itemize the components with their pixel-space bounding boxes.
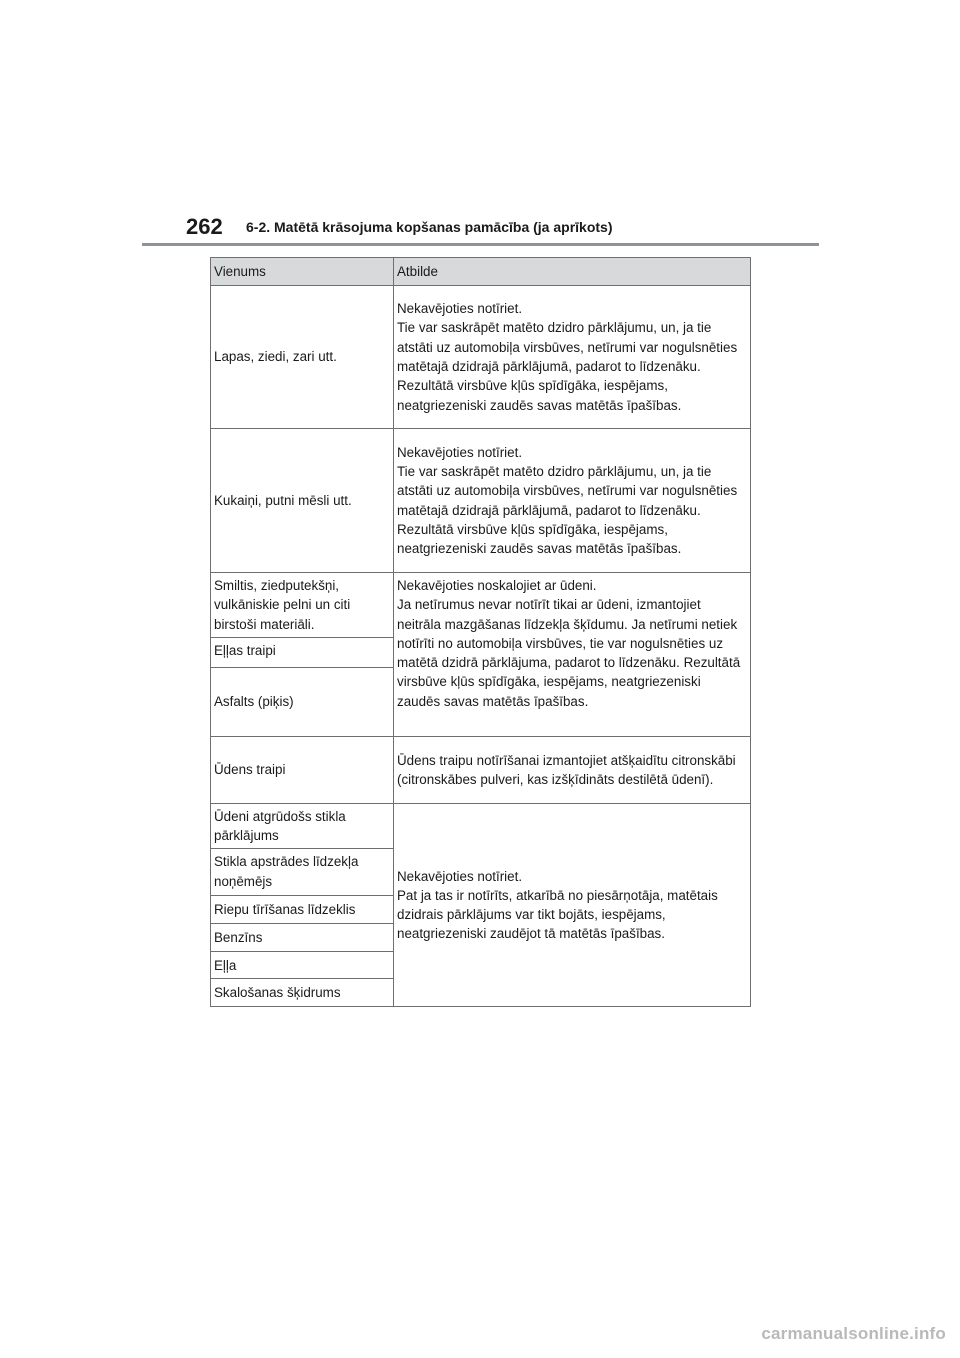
- answer-cell: Nekavējoties notīriet. Tie var saskrāpēt matēto dzidro pārklājumu, un, ja tie atstāti uz automobiļa virsbūves, netīrumi var nogulsnēties matētajā dzidrajā pārklājumā, padarot to līdzenāku. Rezultātā virsbūve kļūs spīdīgāka, iespējams, neatgriezeniski zaudēs savas matētās īpašības.: [394, 286, 751, 429]
- item-cell: Riepu tīrīšanas līdzeklis: [211, 896, 394, 924]
- column-header-answer: Atbilde: [394, 258, 751, 286]
- answer-cell: Ūdens traipu notīrīšanai izmantojiet atšķaidītu citronskābi (citronskābes pulveri, kas izšķīdināts destilētā ūdenī).: [394, 736, 751, 803]
- page-number: 262: [186, 214, 223, 239]
- item-cell: Eļļa: [211, 952, 394, 979]
- item-cell: Ūdens traipi: [211, 736, 394, 803]
- item-cell: Benzīns: [211, 924, 394, 952]
- section-title: 6-2. Matētā krāsojuma kopšanas pamācība (ja aprīkots): [246, 219, 613, 235]
- answer-cell: Nekavējoties notīriet. Pat ja tas ir notīrīts, atkarībā no piesārņotāja, matētais dzidrais pārklājums var tikt bojāts, iespējams, neatgriezeniski zaudējot tā matētās īpašības.: [394, 803, 751, 1007]
- column-header-item: Vienums: [211, 258, 394, 286]
- item-cell: Asfalts (piķis): [211, 667, 394, 736]
- item-cell: Skalošanas šķidrums: [211, 979, 394, 1007]
- item-cell: Smiltis, ziedputekšņi, vulkāniskie pelni un citi birstoši materiāli.: [211, 573, 394, 638]
- watermark: carmanualsonline.info: [761, 1324, 946, 1343]
- table-row: [211, 803, 751, 849]
- header-rule: [142, 243, 819, 246]
- answer-cell: Nekavējoties notīriet. Tie var saskrāpēt matēto dzidro pārklājumu, un, ja tie atstāti uz automobiļa virsbūves, netīrumi var nogulsnēties matētajā dzidrajā pārklājumā, padarot to līdzenāku. Rezultātā virsbūve kļūs spīdīgāka, iespējams, neatgriezeniski zaudēs savas matētās īpašības.: [394, 429, 751, 573]
- item-cell: Eļļas traipi: [211, 637, 394, 667]
- table-row: [211, 286, 751, 429]
- care-table: [210, 257, 751, 1007]
- table-row: [211, 573, 751, 638]
- item-cell: Lapas, ziedi, zari utt.: [211, 286, 394, 429]
- answer-cell: Nekavējoties noskalojiet ar ūdeni. Ja netīrumus nevar notīrīt tikai ar ūdeni, izmantojiet neitrāla mazgāšanas līdzekļa šķīdumu. Ja netīrumi netiek notīrīti no automobiļa virsbūves, tie var nogulsnēties uz matētā dzidrā pārklājuma, padarot to līdzenāku. Rezultātā virsbūve kļūs spīdīgāka, iespējams, neatgriezeniski zaudēs savas matētās īpašības.: [394, 573, 751, 737]
- table-header-row: [211, 258, 751, 286]
- table-row: [211, 736, 751, 803]
- table-row: [211, 429, 751, 573]
- item-cell: Kukaiņi, putni mēsli utt.: [211, 429, 394, 573]
- item-cell: Ūdeni atgrūdošs stikla pārklājums: [211, 803, 394, 849]
- item-cell: Stikla apstrādes līdzekļa noņēmējs: [211, 849, 394, 896]
